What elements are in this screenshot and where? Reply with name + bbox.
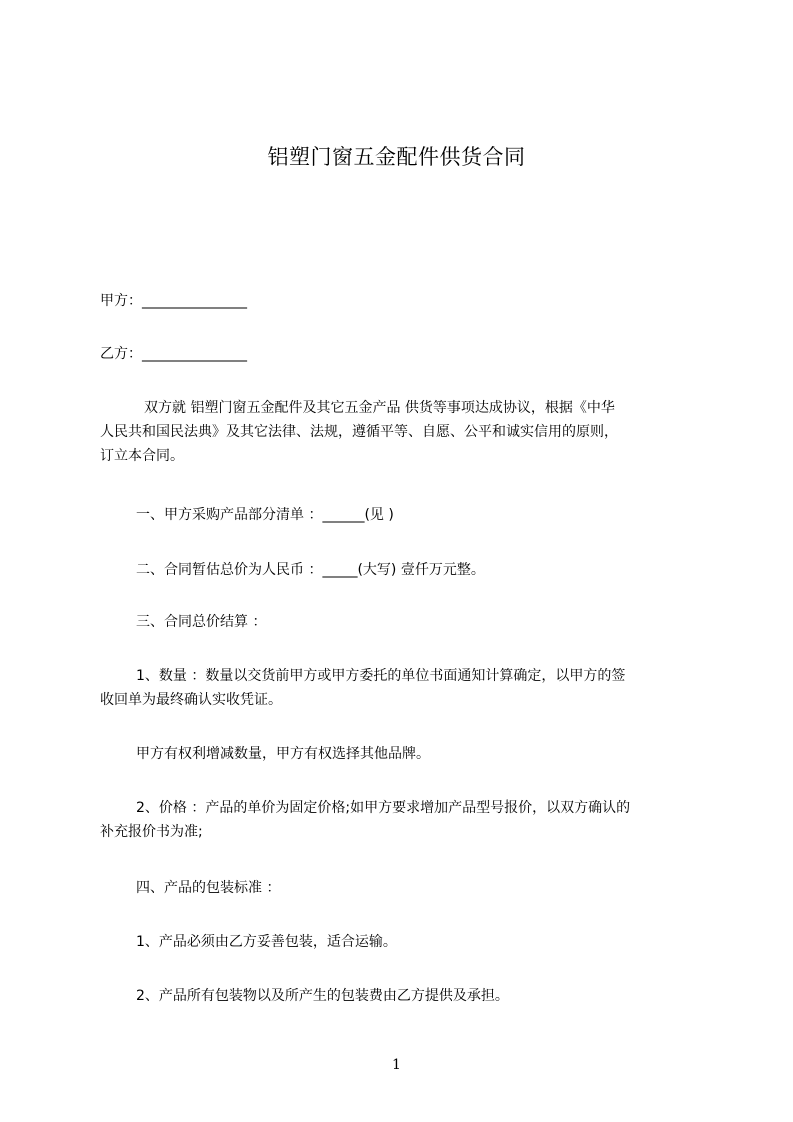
document-title: 铝塑门窗五金配件供货合同 [267,145,526,169]
party-b-line: 乙方：_______________ [100,346,247,362]
section-3-heading: 三、合同总价结算 ： [136,614,267,630]
section-4-heading: 四、产品的包装标准 ： [136,880,281,896]
intro-line-1: 双方就 铝塑门窗五金配件及其它五金产品 供货等事项达成协议，根据《中华 [130,400,615,416]
intro-line-2: 人民共和国民法典》及其它法律、法规，遵循平等、自愿、公平和诚实信用的原则， [100,424,618,440]
rights-line: 甲方有权利增减数量，甲方有权选择其他品牌。 [136,746,430,762]
section-2-heading: 二、合同暂估总价为人民币 ：_____(大写) 壹仟万元整。 [136,562,485,578]
intro-line-3: 订立本合同。 [100,448,184,464]
quantity-paragraph [100,664,746,712]
page-number: 1 [392,1057,401,1073]
price-line-1: 2、价格 ：产品的单价为固定价格;如甲方要求增加产品型号报价，以双方确认的 [136,800,631,816]
price-paragraph [100,796,746,844]
packing-item-2: 2、产品所有包装物以及所产生的包装费由乙方提供及承担。 [136,988,509,1004]
price-line-2: 补充报价书为准; [100,824,203,840]
quantity-line-1: 1、数量 ：数量以交货前甲方或甲方委托的单位书面通知计算确定，以甲方的签 [136,668,626,684]
party-a-line: 甲方：_______________ [100,293,247,309]
packing-item-1: 1、产品必须由乙方妥善包装，适合运输。 [136,934,397,950]
section-1-heading: 一、甲方采购产品部分清单 ：______(见 ) [136,507,394,523]
quantity-line-2: 收回单为最终确认实收凭证。 [100,692,282,708]
intro-paragraph [100,396,740,468]
